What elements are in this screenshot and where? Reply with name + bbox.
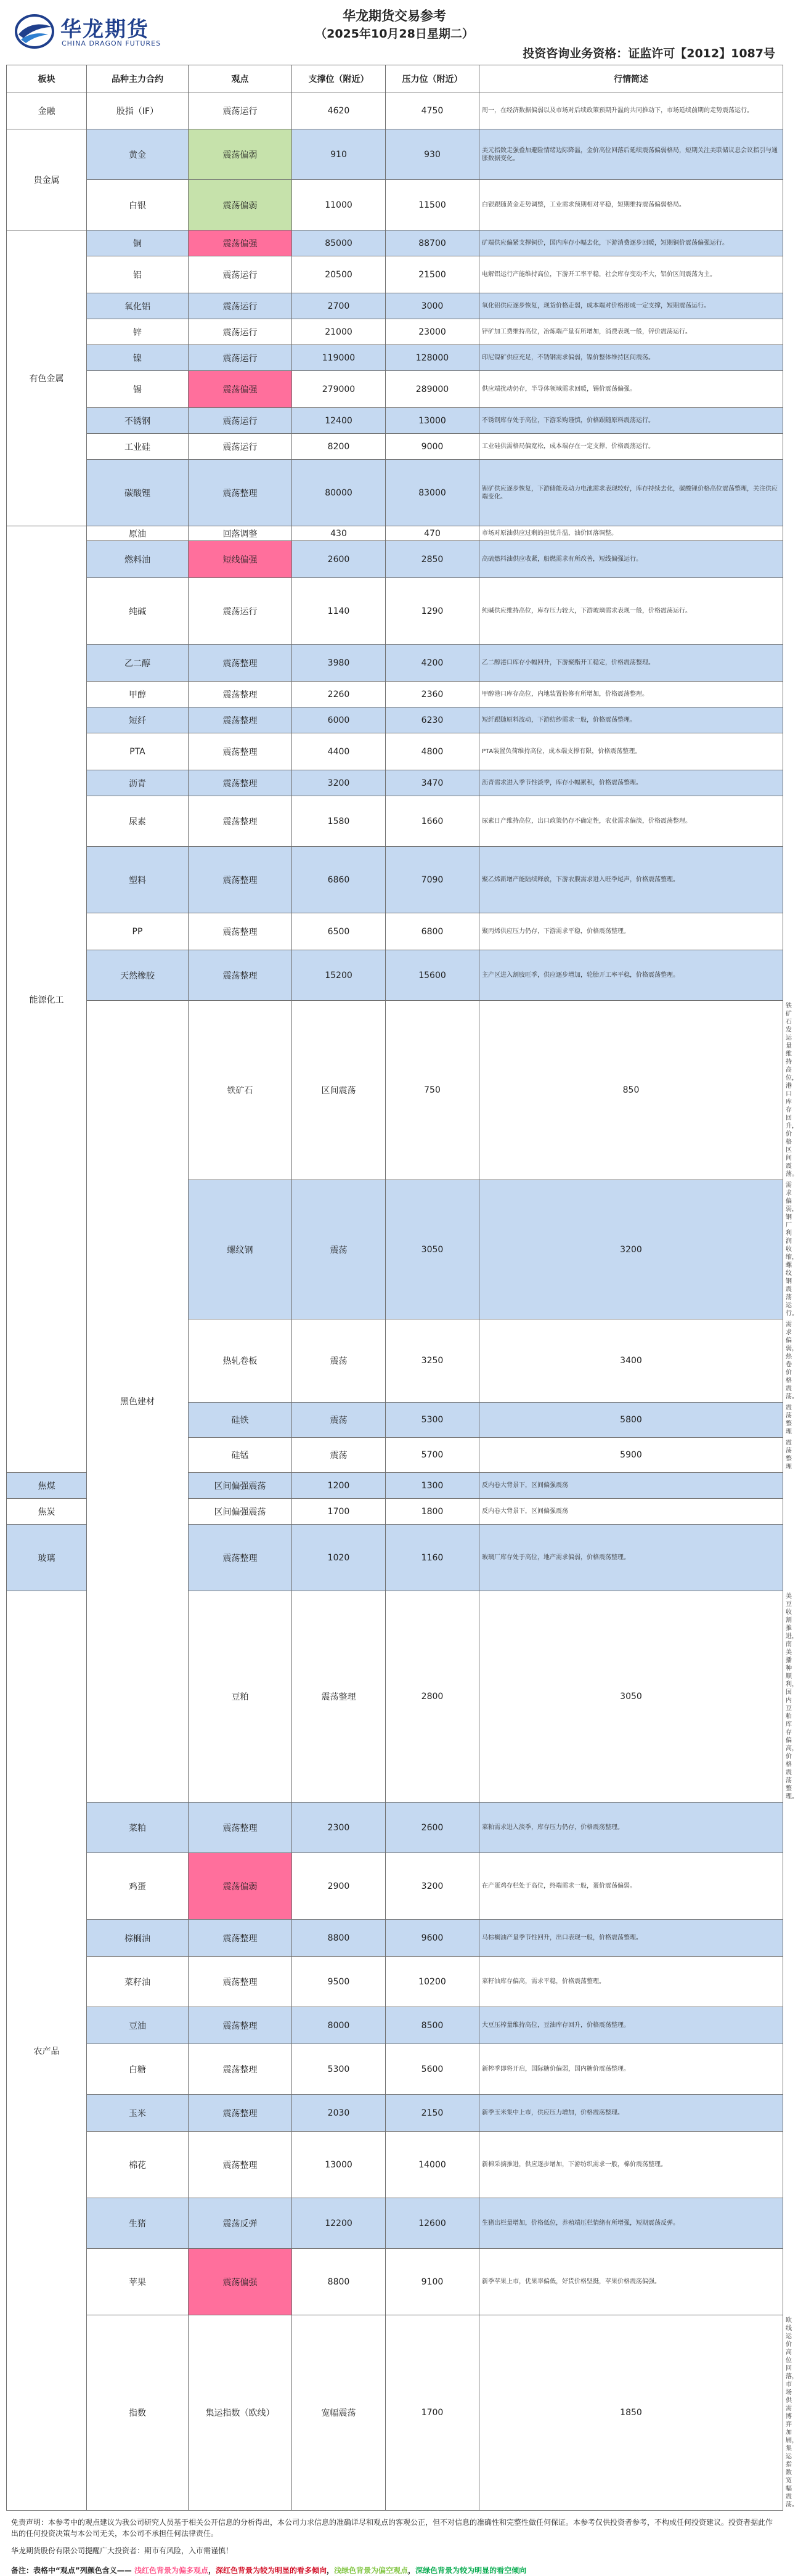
table-row (7, 770, 783, 796)
contract-cell: 玻璃 (7, 1525, 87, 1591)
legend-item: 深绿色背景为较为明显的看空倾向 (415, 2566, 527, 2575)
support-cell: 279000 (292, 371, 386, 408)
view-cell: 震荡偏强 (189, 230, 292, 256)
resistance-cell: 289000 (386, 371, 479, 408)
view-cell: 震荡整理 (189, 2132, 292, 2198)
resistance-cell: 23000 (386, 319, 479, 345)
summary-cell: 锂矿供应逐步恢复，下游储能及动力电池需求表现较好，库存持续去化，碳酸锂价格高位震荡整理，关注供应端变化。 (479, 460, 783, 526)
resistance-cell: 1160 (386, 1525, 479, 1591)
contract-cell: 天然橡胶 (87, 950, 189, 1001)
contract-cell: 不锈钢 (87, 408, 189, 434)
support-cell: 3050 (386, 1180, 479, 1319)
resistance-cell: 470 (386, 526, 479, 541)
resistance-cell: 10200 (386, 1957, 479, 2007)
view-cell: 震荡整理 (189, 1525, 292, 1591)
summary-cell: 乙二醇港口库存小幅回升，下游聚酯开工稳定，价格震荡整理。 (479, 645, 783, 682)
summary-cell: 菜粕需求进入淡季，库存压力仍存，价格震荡整理。 (479, 1803, 783, 1853)
table-row (7, 950, 783, 1001)
view-cell: 震荡整理 (189, 2044, 292, 2095)
sector-cell: 黑色建材 (87, 1001, 189, 1803)
summary-cell: 白银跟随黄金走势调整，工业需求预期相对平稳，短期维持震荡偏弱格局。 (479, 180, 783, 230)
support-cell: 3200 (292, 770, 386, 796)
summary-cell: 马棕榈油产量季节性回升，出口表现一般，价格震荡整理。 (479, 1920, 783, 1957)
summary-cell: 新榨季即将开启，国际糖价偏弱，国内糖价震荡整理。 (479, 2044, 783, 2095)
resistance-cell: 128000 (386, 345, 479, 371)
table-row (7, 2132, 783, 2198)
support-cell: 80000 (292, 460, 386, 526)
company-reminder: 华龙期货股份有限公司提醒广大投资者：期市有风险，入市需谨慎！ (11, 2546, 234, 2555)
contract-cell: 原油 (87, 526, 189, 541)
summary-cell: 新季苹果上市，优果率偏低，好货价格坚挺，苹果价格震荡偏强。 (479, 2249, 783, 2315)
table-row (7, 645, 783, 682)
summary-cell: 主产区进入割胶旺季，供应逐步增加，轮胎开工率平稳，价格震荡整理。 (479, 950, 783, 1001)
contract-cell: 菜粕 (87, 1803, 189, 1853)
resistance-cell: 3400 (479, 1319, 783, 1403)
support-cell: 2300 (292, 1803, 386, 1853)
contract-cell: 铁矿石 (189, 1001, 292, 1180)
contract-cell: 螺纹钢 (189, 1180, 292, 1319)
support-cell: 2600 (292, 541, 386, 578)
resistance-cell: 2850 (386, 541, 479, 578)
support-cell: 3980 (292, 645, 386, 682)
view-cell: 震荡偏弱 (189, 129, 292, 180)
support-cell: 20500 (292, 256, 386, 293)
contract-cell: 玉米 (87, 2095, 189, 2132)
resistance-cell: 1800 (386, 1499, 479, 1525)
support-cell: 1020 (292, 1525, 386, 1591)
view-cell: 震荡整理 (189, 913, 292, 950)
header (6, 0, 783, 65)
support-cell: 9500 (292, 1957, 386, 2007)
reference-table (6, 65, 798, 2511)
contract-cell: 黄金 (87, 129, 189, 180)
summary-cell: 工业硅供需格局偏宽松，成本端存在一定支撑，价格震荡运行。 (479, 434, 783, 460)
support-cell: 1140 (292, 578, 386, 645)
contract-cell: 集运指数（欧线） (189, 2315, 292, 2511)
contract-cell: 锌 (87, 319, 189, 345)
contract-cell: 镍 (87, 345, 189, 371)
support-cell: 85000 (292, 230, 386, 256)
summary-cell: 生猪出栏量增加，价格低位，养殖端压栏情绪有所增强，短期震荡反弹。 (479, 2198, 783, 2249)
support-cell: 1200 (292, 1473, 386, 1499)
legend-item: 深红色背景为较为明显的看多倾向 (216, 2566, 327, 2575)
legend-prefix: 备注：表格中“观点”列颜色含义—— (11, 2566, 132, 2575)
view-cell: 震荡反弹 (189, 2198, 292, 2249)
summary-cell: 短纤跟随原料波动，下游纺纱需求一般，价格震荡整理。 (479, 707, 783, 733)
view-cell: 震荡 (292, 1403, 386, 1438)
support-cell: 2800 (386, 1591, 479, 1803)
support-cell: 750 (386, 1001, 479, 1180)
summary-cell: 周一，在经济数据偏弱以及市场对后续政策预期升温的共同推动下，市场延续前期的走势震荡运行。 (479, 92, 783, 129)
view-cell: 震荡整理 (189, 733, 292, 770)
support-cell: 2260 (292, 682, 386, 707)
resistance-cell: 7090 (386, 847, 479, 913)
resistance-cell: 1850 (479, 2315, 783, 2511)
view-cell: 区间震荡 (292, 1001, 386, 1180)
contract-cell: 棉花 (87, 2132, 189, 2198)
support-cell: 6000 (292, 707, 386, 733)
table-row (7, 408, 783, 434)
contract-cell: 热轧卷板 (189, 1319, 292, 1403)
resistance-cell: 3000 (386, 293, 479, 319)
view-cell: 震荡整理 (189, 796, 292, 847)
resistance-cell: 21500 (386, 256, 479, 293)
table-row: 黑色建材 铁矿石 区间震荡 750 850 铁矿石发运量维持高位，港口库存回升，价格区间震荡。 (7, 1001, 783, 1180)
support-cell: 1700 (386, 2315, 479, 2511)
view-cell: 宽幅震荡 (292, 2315, 386, 2511)
support-cell: 2900 (292, 1853, 386, 1920)
support-cell: 2030 (292, 2095, 386, 2132)
resistance-cell: 5600 (386, 2044, 479, 2095)
summary-cell: 纯碱供应维持高位，库存压力较大，下游玻璃需求表现一般，价格震荡运行。 (479, 578, 783, 645)
resistance-cell: 3200 (386, 1853, 479, 1920)
resistance-cell: 5900 (479, 1438, 783, 1473)
table-body (7, 92, 798, 2511)
resistance-cell: 14000 (386, 2132, 479, 2198)
resistance-cell: 850 (479, 1001, 783, 1180)
summary-cell: 新季玉米集中上市，供应压力增加，价格震荡整理。 (479, 2095, 783, 2132)
table-row (7, 434, 783, 460)
table-row (7, 526, 783, 541)
view-cell: 回落调整 (189, 526, 292, 541)
table-row (7, 256, 783, 293)
table-row (7, 2249, 783, 2315)
contract-cell: 沥青 (87, 770, 189, 796)
summary-cell: 玻璃厂库存处于高位，地产需求偏弱，价格震荡整理。 (479, 1525, 783, 1591)
sector-cell: 农产品 (7, 1591, 87, 2511)
table-row (7, 180, 783, 230)
resistance-cell: 6800 (386, 913, 479, 950)
sector-cell: 有色金属 (7, 230, 87, 526)
contract-cell: PP (87, 913, 189, 950)
legend-item: 浅绿色背景为偏空观点 (334, 2566, 409, 2575)
contract-cell: 甲醇 (87, 682, 189, 707)
view-cell: 震荡整理 (189, 1803, 292, 1853)
view-cell: 震荡整理 (189, 770, 292, 796)
support-cell: 8200 (292, 434, 386, 460)
support-cell: 12200 (292, 2198, 386, 2249)
view-cell: 震荡偏弱 (189, 1853, 292, 1920)
resistance-cell: 6230 (386, 707, 479, 733)
table-row (7, 460, 783, 526)
support-cell: 5300 (386, 1403, 479, 1438)
contract-cell: 菜籽油 (87, 1957, 189, 2007)
view-cell: 震荡偏弱 (189, 180, 292, 230)
contract-cell: 焦煤 (7, 1473, 87, 1499)
view-cell: 短线偏强 (189, 541, 292, 578)
resistance-cell: 2600 (386, 1803, 479, 1853)
contract-cell: 鸡蛋 (87, 1853, 189, 1920)
table-row (7, 2198, 783, 2249)
summary-cell: 供应端扰动仍存，半导体领域需求回暖，锡价震荡偏强。 (479, 371, 783, 408)
view-cell: 震荡偏强 (189, 2249, 292, 2315)
table-row (7, 2095, 783, 2132)
resistance-cell: 9000 (386, 434, 479, 460)
support-cell: 15200 (292, 950, 386, 1001)
support-cell: 1580 (292, 796, 386, 847)
contract-cell: 白糖 (87, 2044, 189, 2095)
view-cell: 震荡整理 (189, 645, 292, 682)
resistance-cell: 4200 (386, 645, 479, 682)
support-cell: 2700 (292, 293, 386, 319)
view-cell: 震荡运行 (189, 319, 292, 345)
table-row: 硅锰 震荡 5700 5900 震荡整理 (7, 1438, 783, 1473)
support-cell: 8800 (292, 1920, 386, 1957)
view-cell: 震荡整理 (189, 2095, 292, 2132)
table-row (7, 129, 783, 180)
license-text: 投资咨询业务资格：证监许可【2012】1087号 (523, 47, 775, 60)
header-support: 支撑位（附近） (292, 65, 386, 92)
summary-cell: 矿端供应偏紧支撑铜价，国内库存小幅去化，下游消费逐步回暖，短期铜价震荡偏强运行。 (479, 230, 783, 256)
contract-cell: 碳酸锂 (87, 460, 189, 526)
summary-cell: 沥青需求进入季节性淡季，库存小幅累积，价格震荡整理。 (479, 770, 783, 796)
view-cell: 震荡整理 (189, 682, 292, 707)
support-cell: 119000 (292, 345, 386, 371)
support-cell: 910 (292, 129, 386, 180)
table-row (7, 578, 783, 645)
summary-cell: 大豆压榨量维持高位，豆油库存回升，价格震荡整理。 (479, 2007, 783, 2044)
support-cell: 11000 (292, 180, 386, 230)
support-cell: 8800 (292, 2249, 386, 2315)
table-row: 热轧卷板 震荡 3250 3400 需求偏弱，热卷价格震荡。 (7, 1319, 783, 1403)
table-row (7, 1853, 783, 1920)
contract-cell: 硅锰 (189, 1438, 292, 1473)
resistance-cell: 3470 (386, 770, 479, 796)
view-cell: 震荡整理 (189, 847, 292, 913)
sector-cell: 贵金属 (7, 129, 87, 230)
resistance-cell: 83000 (386, 460, 479, 526)
page-date: （2025年10月28日星期二） (315, 27, 474, 41)
summary-cell: 印尼镍矿供应充足，不锈钢需求偏弱，镍价整体维持区间震荡。 (479, 345, 783, 371)
table-row (7, 913, 783, 950)
logo-en-text: CHINA DRAGON FUTURES (62, 39, 161, 47)
summary-cell: 美元指数走强叠加避险情绪边际降温，金价高位回落后延续震荡偏弱格局，短期关注美联储议息会议指引与通胀数据变化。 (479, 129, 783, 180)
resistance-cell: 15600 (386, 950, 479, 1001)
sector-cell: 金融 (7, 92, 87, 129)
summary-cell: 氧化铝供应逐步恢复，现货价格走弱，成本端对价格形成一定支撑，短期震荡运行。 (479, 293, 783, 319)
view-cell: 震荡整理 (189, 460, 292, 526)
summary-cell: PTA装置负荷维持高位，成本端支撑有限，价格震荡整理。 (479, 733, 783, 770)
support-cell: 3250 (386, 1319, 479, 1403)
table-row: 指数 集运指数（欧线） 宽幅震荡 1700 1850 欧线运价高位回落，市场供需博弈加剧，集运指数宽幅震荡。 (7, 2315, 783, 2511)
resistance-cell: 4750 (386, 92, 479, 129)
sector-cell: 指数 (87, 2315, 189, 2511)
table-row (7, 345, 783, 371)
contract-cell: 纯碱 (87, 578, 189, 645)
contract-cell: 燃料油 (87, 541, 189, 578)
view-cell: 震荡运行 (189, 578, 292, 645)
view-cell: 震荡运行 (189, 293, 292, 319)
header-sector: 板块 (7, 65, 87, 92)
summary-cell: 锌矿加工费维持高位，冶炼端产量有所增加，消费表现一般，锌价震荡运行。 (479, 319, 783, 345)
support-cell: 13000 (292, 2132, 386, 2198)
table-row (7, 541, 783, 578)
support-cell: 1700 (292, 1499, 386, 1525)
contract-cell: 塑料 (87, 847, 189, 913)
view-cell: 震荡整理 (189, 707, 292, 733)
resistance-cell: 3050 (479, 1591, 783, 1803)
resistance-cell: 1660 (386, 796, 479, 847)
table-row: 螺纹钢 震荡 3050 3200 需求偏弱，钢厂利润收缩，螺纹钢震荡运行。 (7, 1180, 783, 1319)
resistance-cell: 11500 (386, 180, 479, 230)
support-cell: 5700 (386, 1438, 479, 1473)
table-row (7, 733, 783, 770)
table-row (7, 1920, 783, 1957)
view-cell: 震荡整理 (292, 1591, 386, 1803)
contract-cell: 豆粕 (189, 1591, 292, 1803)
header-view: 观点 (189, 65, 292, 92)
support-cell: 21000 (292, 319, 386, 345)
table-row (7, 1957, 783, 2007)
view-cell: 震荡运行 (189, 256, 292, 293)
resistance-cell: 9600 (386, 1920, 479, 1957)
summary-cell: 反内卷大背景下，区间偏强震荡 (479, 1499, 783, 1525)
resistance-cell: 2150 (386, 2095, 479, 2132)
table-row (7, 2007, 783, 2044)
table-row: 硅铁 震荡 5300 5800 震荡整理 (7, 1403, 783, 1438)
resistance-cell: 88700 (386, 230, 479, 256)
contract-cell: 锡 (87, 371, 189, 408)
summary-cell: 高硫燃料油供应收紧，船燃需求有所改善，短线偏强运行。 (479, 541, 783, 578)
view-cell: 震荡整理 (189, 950, 292, 1001)
summary-cell: 菜籽油库存偏高，需求平稳，价格震荡整理。 (479, 1957, 783, 2007)
contract-cell: PTA (87, 733, 189, 770)
view-cell: 区间偏强震荡 (189, 1473, 292, 1499)
contract-cell: 硅铁 (189, 1403, 292, 1438)
logo-cn-text: 华龙期货 (60, 17, 149, 42)
summary-cell: 聚乙烯新增产能陆续释放，下游农膜需求进入旺季尾声，价格震荡整理。 (479, 847, 783, 913)
view-cell: 震荡整理 (189, 1920, 292, 1957)
resistance-cell: 9100 (386, 2249, 479, 2315)
summary-cell: 新棉采摘推进，供应逐步增加，下游纺织需求一般，棉价震荡整理。 (479, 2132, 783, 2198)
support-cell: 8000 (292, 2007, 386, 2044)
contract-cell: 苹果 (87, 2249, 189, 2315)
view-cell: 震荡运行 (189, 345, 292, 371)
support-cell: 12400 (292, 408, 386, 434)
support-cell: 4620 (292, 92, 386, 129)
summary-cell: 不锈钢库存处于高位，下游采购谨慎，价格跟随原料震荡运行。 (479, 408, 783, 434)
contract-cell: 工业硅 (87, 434, 189, 460)
table-row (7, 707, 783, 733)
table-row: 农产品 豆粕 震荡整理 2800 3050 美豆收割推进，南美播种顺利，国内豆粕库存偏高，价格震荡整理。 (7, 1591, 783, 1803)
sector-cell: 能源化工 (7, 526, 87, 1473)
support-cell: 4400 (292, 733, 386, 770)
summary-cell: 反内卷大背景下，区间偏强震荡 (479, 1473, 783, 1499)
view-cell: 震荡 (292, 1438, 386, 1473)
contract-cell: 铜 (87, 230, 189, 256)
legend-item: 浅红色背景为偏多观点 (134, 2566, 208, 2575)
table-row (7, 371, 783, 408)
legend-items: 浅红色背景为偏多观点，深红色背景为较为明显的看多倾向，浅绿色背景为偏空观点，深绿色背景为较为明显的看空倾向 (134, 2566, 527, 2575)
support-cell: 6500 (292, 913, 386, 950)
view-cell: 震荡运行 (189, 408, 292, 434)
view-cell: 震荡 (292, 1319, 386, 1403)
page-title: 华龙期货交易参考 (343, 9, 446, 23)
view-cell: 震荡运行 (189, 434, 292, 460)
table-row (7, 796, 783, 847)
color-legend (11, 2565, 778, 2576)
header-resistance: 压力位（附近） (386, 65, 479, 92)
resistance-cell: 3200 (479, 1180, 783, 1319)
view-cell: 震荡运行 (189, 92, 292, 129)
contract-cell: 棕榈油 (87, 1920, 189, 1957)
view-cell: 震荡整理 (189, 1957, 292, 2007)
header-summary: 行情简述 (479, 65, 783, 92)
table-header-row (7, 65, 783, 92)
support-cell: 430 (292, 526, 386, 541)
summary-cell: 聚丙烯供应压力仍存，下游需求平稳，价格震荡整理。 (479, 913, 783, 950)
resistance-cell: 1300 (386, 1473, 479, 1499)
contract-cell: 豆油 (87, 2007, 189, 2044)
contract-cell: 白银 (87, 180, 189, 230)
contract-cell: 尿素 (87, 796, 189, 847)
view-cell: 震荡 (292, 1180, 386, 1319)
table-row (7, 293, 783, 319)
summary-cell: 尿素日产维持高位，出口政策仍存不确定性，农业需求偏淡，价格震荡整理。 (479, 796, 783, 847)
resistance-cell: 2360 (386, 682, 479, 707)
resistance-cell: 13000 (386, 408, 479, 434)
summary-cell: 甲醇港口库存高位，内地装置检修有所增加，价格震荡整理。 (479, 682, 783, 707)
contract-cell: 焦炭 (7, 1499, 87, 1525)
resistance-cell: 4800 (386, 733, 479, 770)
contract-cell: 乙二醇 (87, 645, 189, 682)
summary-cell: 在产蛋鸡存栏处于高位，终端需求一般，蛋价震荡偏弱。 (479, 1853, 783, 1920)
table-row (7, 230, 783, 256)
table-row (7, 847, 783, 913)
resistance-cell: 5800 (479, 1403, 783, 1438)
table-row (7, 2044, 783, 2095)
view-cell: 震荡偏强 (189, 371, 292, 408)
contract-cell: 短纤 (87, 707, 189, 733)
resistance-cell: 1290 (386, 578, 479, 645)
resistance-cell: 8500 (386, 2007, 479, 2044)
support-cell: 6860 (292, 847, 386, 913)
support-cell: 5300 (292, 2044, 386, 2095)
view-cell: 震荡整理 (189, 2007, 292, 2044)
table-row (7, 319, 783, 345)
contract-cell: 铝 (87, 256, 189, 293)
contract-cell: 氧化铝 (87, 293, 189, 319)
disclaimer-text: 免责声明：本参考中的观点建议为我公司研究人员基于相关公开信息的分析得出，本公司力求信息的准确详尽和观点的客观公正，但不对信息的准确性和完整性做任何保证。本参考仅供投资者参考，不构成任何投资建议。投资者据此作出的任何投资决策与本公司无关，本公司不承担任何法律责任。 (11, 2518, 773, 2538)
contract-cell: 生猪 (87, 2198, 189, 2249)
table-row (7, 682, 783, 707)
table-row (7, 1803, 783, 1853)
header-contract: 品种主力合约 (87, 65, 189, 92)
footer (6, 2517, 783, 2576)
resistance-cell: 12600 (386, 2198, 479, 2249)
resistance-cell: 930 (386, 129, 479, 180)
table-row (7, 92, 783, 129)
summary-cell: 电解铝运行产能维持高位，下游开工率平稳，社会库存变动不大，铝价区间震荡为主。 (479, 256, 783, 293)
summary-cell: 市场对原油供应过剩的担忧升温，油价回落调整。 (479, 526, 783, 541)
view-cell: 区间偏强震荡 (189, 1499, 292, 1525)
contract-cell: 股指（IF） (87, 92, 189, 129)
